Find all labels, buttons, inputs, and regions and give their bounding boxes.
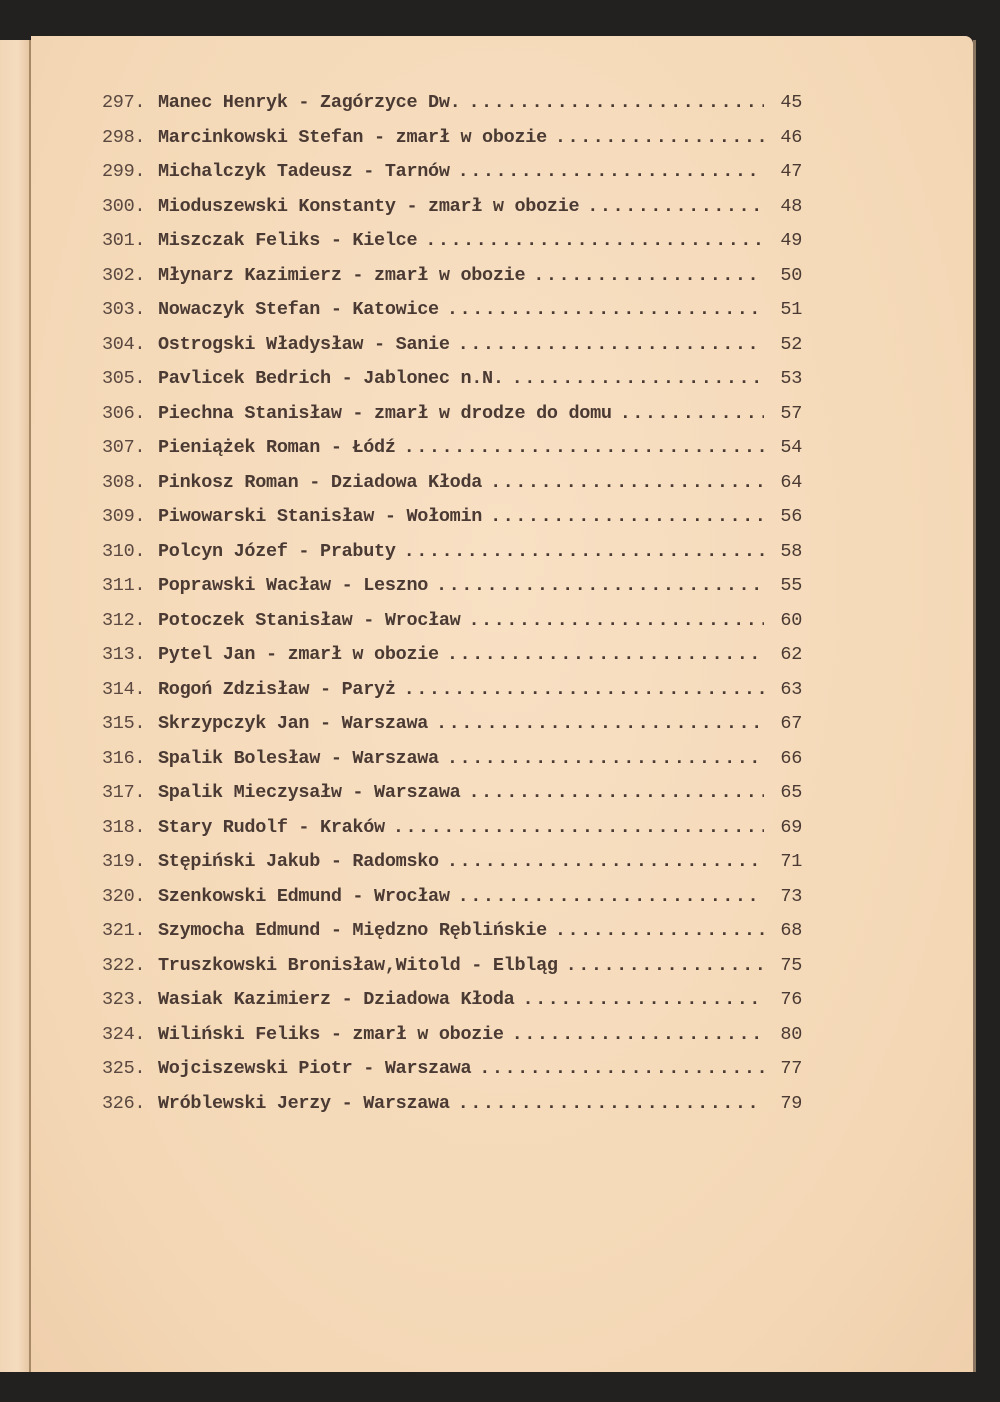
entry-number: 326. <box>102 1092 146 1114</box>
dot-leader <box>587 196 764 217</box>
entry-text: Manec Henryk - Zagórzyce Dw. <box>158 92 461 113</box>
entry-page-number: 53 <box>780 368 802 389</box>
dot-leader <box>458 886 764 907</box>
entry-number: 297. <box>102 92 146 113</box>
entry-number: 312. <box>102 609 146 631</box>
entry-text: Michalczyk Tadeusz - Tarnów <box>158 161 450 182</box>
entry-text: Ostrogski Władysław - Sanie <box>158 333 450 355</box>
entry-number: 318. <box>102 816 146 838</box>
index-entry <box>102 127 802 162</box>
entry-number: 323. <box>102 989 146 1010</box>
index-entry <box>102 299 802 334</box>
dot-leader <box>468 610 764 631</box>
index-entry <box>102 713 802 748</box>
dot-leader <box>447 851 764 872</box>
entry-page-number: 50 <box>780 264 802 286</box>
entry-text: Wojciszewski Piotr - Warszawa <box>158 1058 472 1079</box>
entry-number: 315. <box>102 713 146 734</box>
entry-text: Poprawski Wacław - Leszno <box>158 575 429 596</box>
entry-page-number: 73 <box>780 885 802 907</box>
index-entry <box>102 989 802 1024</box>
dot-leader <box>404 437 764 458</box>
index-entry <box>102 92 802 127</box>
entry-number: 299. <box>102 161 146 182</box>
entry-number: 298. <box>102 126 146 148</box>
dot-leader <box>425 230 764 251</box>
entry-number: 313. <box>102 644 146 665</box>
entry-page-number: 57 <box>780 402 802 424</box>
entry-text: Spalik Mieczysałw - Warszawa <box>158 782 461 803</box>
dot-leader <box>468 782 764 803</box>
entry-text: Nowaczyk Stefan - Katowice <box>158 299 439 320</box>
entry-page-number: 51 <box>780 299 802 320</box>
dot-leader <box>447 644 764 665</box>
entry-text: Pinkosz Roman - Dziadowa Kłoda <box>158 471 483 493</box>
index-entry <box>102 265 802 300</box>
index-entry <box>102 955 802 990</box>
index-entry <box>102 748 802 783</box>
entry-page-number: 79 <box>780 1092 802 1114</box>
entry-page-number: 58 <box>780 540 802 562</box>
index-entry <box>102 920 802 955</box>
entry-page-number: 56 <box>780 506 802 527</box>
dot-leader <box>404 679 764 700</box>
dot-leader <box>447 299 764 320</box>
index-entry <box>102 851 802 886</box>
dot-leader <box>566 955 764 976</box>
entry-page-number: 66 <box>780 747 802 769</box>
entry-page-number: 68 <box>780 920 802 941</box>
dot-leader <box>512 368 764 389</box>
index-entry <box>102 1093 802 1128</box>
dot-leader <box>468 92 764 113</box>
index-entry <box>102 161 802 196</box>
entry-page-number: 77 <box>780 1058 802 1079</box>
entry-number: 320. <box>102 885 146 907</box>
index-entry <box>102 541 802 576</box>
index-entry <box>102 575 802 610</box>
entry-text: Skrzypczyk Jan - Warszawa <box>158 713 429 734</box>
entry-number: 302. <box>102 264 146 286</box>
entry-page-number: 75 <box>780 954 802 976</box>
index-entry <box>102 644 802 679</box>
entry-number: 316. <box>102 747 146 769</box>
dot-leader <box>447 748 764 769</box>
entry-text: Rogoń Zdzisław - Paryż <box>158 678 396 700</box>
entry-number: 300. <box>102 195 146 217</box>
index-entry <box>102 403 802 438</box>
index-entry <box>102 334 802 369</box>
entry-page-number: 60 <box>780 609 802 631</box>
entry-text: Pieniążek Roman - Łódź <box>158 437 396 458</box>
entry-text: Wróblewski Jerzy - Warszawa <box>158 1092 450 1114</box>
dot-leader <box>436 575 764 596</box>
entry-text: Spalik Bolesław - Warszawa <box>158 747 439 769</box>
entry-number: 314. <box>102 678 146 700</box>
index-entry <box>102 610 802 645</box>
entry-page-number: 63 <box>780 678 802 700</box>
entry-number: 301. <box>102 230 146 251</box>
entry-number: 325. <box>102 1058 146 1079</box>
entry-page-number: 71 <box>780 851 802 872</box>
index-entry <box>102 1058 802 1093</box>
entry-text: Wiliński Feliks - zmarł w obozie <box>158 1023 504 1045</box>
index-entry <box>102 196 802 231</box>
entry-text: Mioduszewski Konstanty - zmarł w obozie <box>158 195 580 217</box>
dot-leader <box>458 161 764 182</box>
entry-page-number: 65 <box>780 782 802 803</box>
index-entry <box>102 782 802 817</box>
entry-page-number: 55 <box>780 575 802 596</box>
index-entry <box>102 886 802 921</box>
entry-text: Marcinkowski Stefan - zmarł w obozie <box>158 126 547 148</box>
entry-page-number: 46 <box>780 126 802 148</box>
entry-number: 308. <box>102 471 146 493</box>
entry-text: Wasiak Kazimierz - Dziadowa Kłoda <box>158 989 515 1010</box>
entry-text: Szymocha Edmund - Międzno Ręblińskie <box>158 920 547 941</box>
entry-number: 305. <box>102 368 146 389</box>
entry-text: Pavlicek Bedrich - Jablonec n.N. <box>158 368 504 389</box>
entry-text: Piwowarski Stanisław - Wołomin <box>158 506 483 527</box>
dot-leader <box>512 1024 764 1045</box>
entry-number: 304. <box>102 333 146 355</box>
entry-text: Piechna Stanisław - zmarł w drodze do domu <box>158 402 612 424</box>
dot-leader <box>458 334 764 355</box>
entry-number: 319. <box>102 851 146 872</box>
entry-text: Potoczek Stanisław - Wrocław <box>158 609 461 631</box>
entry-number: 306. <box>102 402 146 424</box>
dot-leader <box>458 1093 764 1114</box>
entry-number: 307. <box>102 437 146 458</box>
dot-leader <box>555 127 764 148</box>
entry-page-number: 80 <box>780 1023 802 1045</box>
entry-text: Miszczak Feliks - Kielce <box>158 230 418 251</box>
page-right-edge <box>973 40 976 1372</box>
entry-number: 321. <box>102 920 146 941</box>
entry-page-number: 64 <box>780 471 802 493</box>
entry-page-number: 54 <box>780 437 802 458</box>
dot-leader <box>620 403 764 424</box>
index-entry <box>102 1024 802 1059</box>
entry-number: 324. <box>102 1023 146 1045</box>
entry-page-number: 47 <box>780 161 802 182</box>
entry-number: 309. <box>102 506 146 527</box>
dot-leader <box>555 920 764 941</box>
entry-page-number: 67 <box>780 713 802 734</box>
entry-text: Pytel Jan - zmarł w obozie <box>158 644 439 665</box>
entry-number: 310. <box>102 540 146 562</box>
index-entry <box>102 472 802 507</box>
dot-leader <box>393 817 764 838</box>
index-entry <box>102 817 802 852</box>
entry-number: 322. <box>102 954 146 976</box>
entry-text: Szenkowski Edmund - Wrocław <box>158 885 450 907</box>
entry-number: 303. <box>102 299 146 320</box>
index-entry <box>102 437 802 472</box>
dot-leader <box>522 989 764 1010</box>
entry-text: Stary Rudolf - Kraków <box>158 816 385 838</box>
index-entry <box>102 368 802 403</box>
dot-leader <box>436 713 764 734</box>
dot-leader <box>404 541 764 562</box>
entry-text: Stępiński Jakub - Radomsko <box>158 851 439 872</box>
entry-page-number: 52 <box>780 333 802 355</box>
index-entry <box>102 506 802 541</box>
entry-number: 311. <box>102 575 146 596</box>
entry-number: 317. <box>102 782 146 803</box>
entry-page-number: 76 <box>780 989 802 1010</box>
entry-text: Polcyn Józef - Prabuty <box>158 540 396 562</box>
dot-leader <box>533 265 764 286</box>
dot-leader <box>479 1058 764 1079</box>
entry-page-number: 62 <box>780 644 802 665</box>
dot-leader <box>490 472 764 493</box>
index-entry <box>102 679 802 714</box>
entry-text: Truszkowski Bronisław,Witold - Elbląg <box>158 954 558 976</box>
entry-page-number: 49 <box>780 230 802 251</box>
entry-page-number: 69 <box>780 816 802 838</box>
entry-page-number: 45 <box>780 92 802 113</box>
entry-page-number: 48 <box>780 195 802 217</box>
index-list <box>102 92 802 1127</box>
dot-leader <box>490 506 764 527</box>
index-entry <box>102 230 802 265</box>
entry-text: Młynarz Kazimierz - zmarł w obozie <box>158 264 526 286</box>
previous-page-edge <box>0 40 30 1372</box>
